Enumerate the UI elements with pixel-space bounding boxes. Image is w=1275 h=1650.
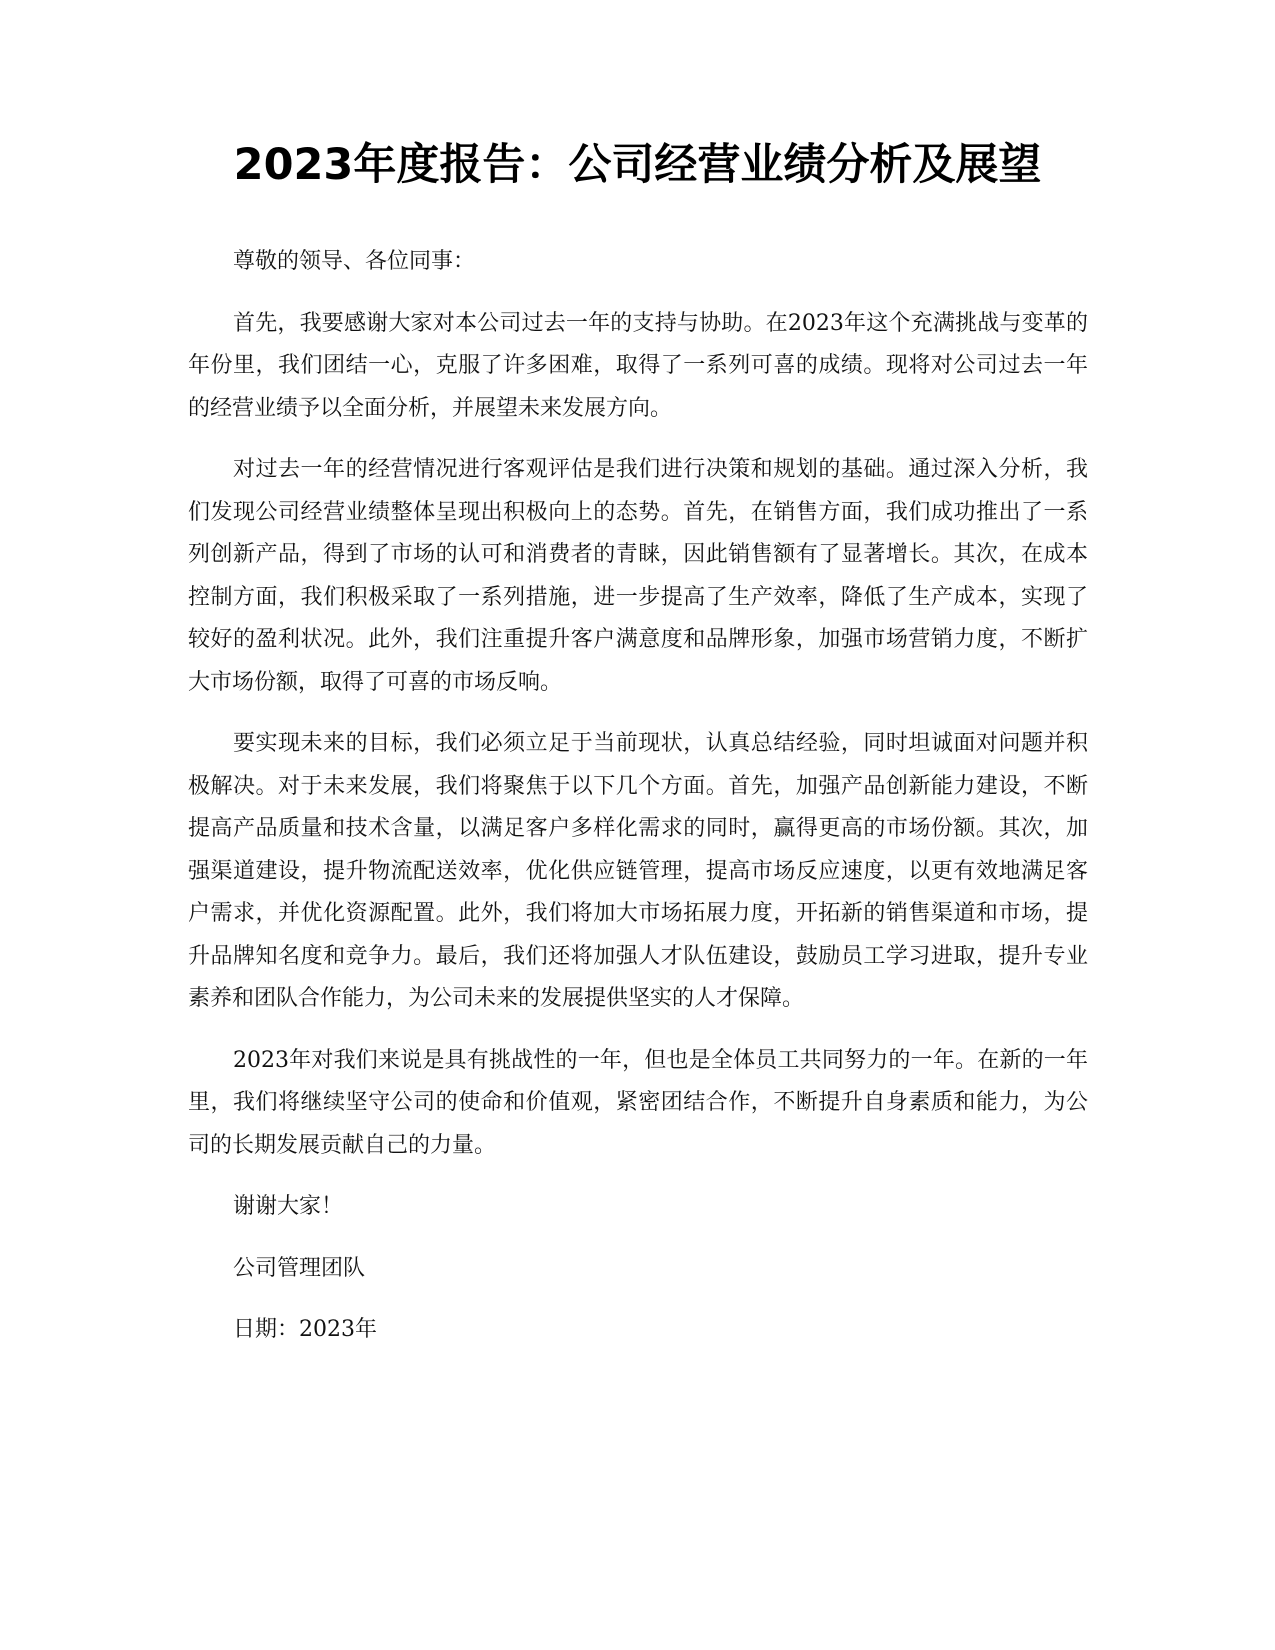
paragraph-outlook: 要实现未来的目标，我们必须立足于当前现状，认真总结经验，同时坦诚面对问题并积极解决。对于未来发展，我们将聚焦于以下几个方面。首先，加强产品创新能力建设，不断提高产品质量和技术含量，以满足客户多样化需求的同时，赢得更高的市场份额。其次，加强渠道建设，提升物流配送效率，优化供应链管理，提高市场反应速度，以更有效地满足客户需求，并优化资源配置。此外，我们将加大市场拓展力度，开拓新的销售渠道和市场，提升品牌知名度和竞争力。最后，我们还将加强人才队伍建设，鼓励员工学习进取，提升专业素养和团队合作能力，为公司未来的发展提供坚实的人才保障。	[188, 731, 1088, 1011]
salutation: 尊敬的领导、各位同事：	[233, 249, 476, 274]
paragraph-review: 对过去一年的经营情况进行客观评估是我们进行决策和规划的基础。通过深入分析，我们发现公司经营业绩整体呈现出积极向上的态势。首先，在销售方面，我们成功推出了一系列创新产品，得到了市场的认可和消费者的青睐，因此销售额有了显著增长。其次，在成本控制方面，我们积极采取了一系列措施，进一步提高了生产效率，降低了生产成本，实现了较好的盈利状况。此外，我们注重提升客户满意度和品牌形象，加强市场营销力度，不断扩大市场份额，取得了可喜的市场反响。	[188, 457, 1088, 695]
date-line: 日期：2023年	[233, 1317, 377, 1342]
signature: 公司管理团队	[233, 1255, 366, 1281]
document-title: 2023年度报告：公司经营业绩分析及展望	[233, 140, 1042, 190]
closing-thanks: 谢谢大家！	[233, 1194, 344, 1219]
paragraph-conclusion: 2023年对我们来说是具有挑战性的一年，但也是全体员工共同努力的一年。在新的一年里，我们将继续坚守公司的使命和价值观，紧密团结合作，不断提升自身素质和能力，为公司的长期发展贡献自己的力量。	[188, 1047, 1088, 1158]
document-body	[188, 241, 1088, 1371]
paragraph-intro: 首先，我要感谢大家对本公司过去一年的支持与协助。在2023年这个充满挑战与变革的年份里，我们团结一心，克服了许多困难，取得了一系列可喜的成绩。现将对公司过去一年的经营业绩予以全面分析，并展望未来发展方向。	[188, 310, 1088, 421]
